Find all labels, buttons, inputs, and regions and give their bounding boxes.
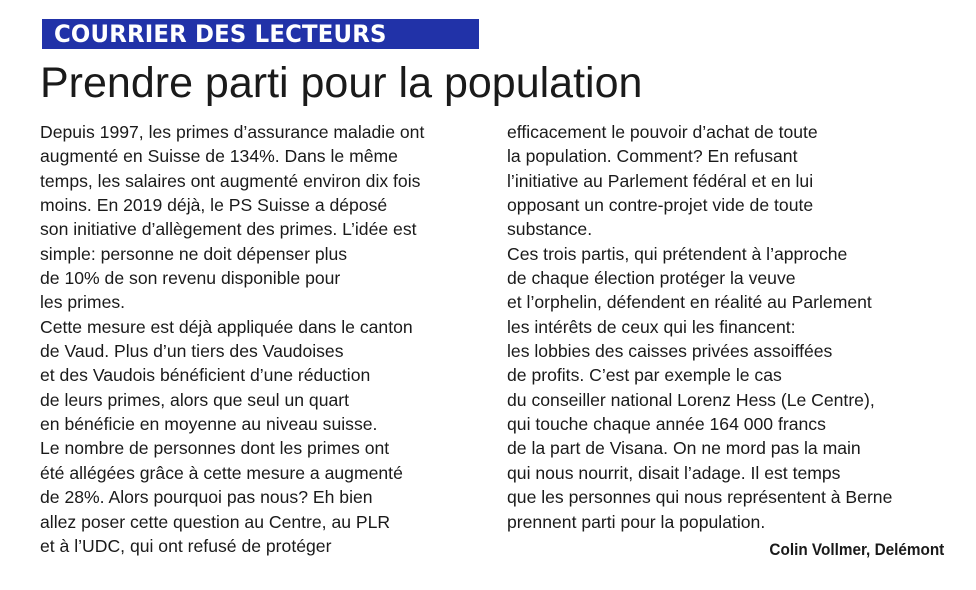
text-line: du conseiller national Lorenz Hess (Le Centre), [507,389,875,410]
article-column-left [40,120,490,558]
text-line: de la part de Visana. On ne mord pas la main [507,438,861,459]
article-headline: Prendre parti pour la population [40,59,643,107]
text-line: que les personnes qui nous représentent à Berne [507,487,893,508]
text-line: Le nombre de personnes dont les primes ont [40,438,390,459]
text-line: de profits. C’est par exemple le cas [507,365,782,386]
text-line: de leurs primes, alors que seul un quart [40,389,350,410]
text-line: qui touche chaque année 164 000 francs [507,414,826,435]
text-line: temps, les salaires ont augmenté environ dix fois [40,170,421,191]
text-line: les lobbies des caisses privées assoiffées [507,341,833,362]
text-line: Cette mesure est déjà appliquée dans le canton [40,316,413,337]
text-line: les primes. [40,292,126,313]
text-line: opposant un contre-projet vide de toute [507,195,814,216]
text-line: efficacement le pouvoir d’achat de toute [507,122,818,142]
article-column-right [507,120,947,534]
text-line: la population. Comment? En refusant [507,146,798,167]
author-signature: Colin Vollmer, Delémont [769,540,944,559]
text-line: Ces trois partis, qui prétendent à l’approche [507,243,848,264]
text-line: de 10% de son revenu disponible pour [40,268,341,289]
text-line: de Vaud. Plus d’un tiers des Vaudoises [40,341,344,362]
text-line: de chaque élection protéger la veuve [507,268,796,289]
text-line: en bénéficie en moyenne au niveau suisse. [40,414,378,435]
text-line: substance. [507,219,593,240]
text-line: simple: personne ne doit dépenser plus [40,243,348,264]
text-line: Depuis 1997, les primes d’assurance maladie ont [40,122,425,142]
text-line: et des Vaudois bénéficient d’une réduction [40,365,371,386]
text-line: qui nous nourrit, disait l’adage. Il est temps [507,462,841,483]
rubric-label: COURRIER DES LECTEURS [54,20,387,48]
section-rubric [42,19,479,49]
text-line: et à l’UDC, qui ont refusé de protéger [40,535,332,556]
text-line: de 28%. Alors pourquoi pas nous? Eh bien [40,487,373,508]
text-line: augmenté en Suisse de 134%. Dans le même [40,146,398,167]
text-line: les intérêts de ceux qui les financent: [507,316,796,337]
text-line: et l’orphelin, défendent en réalité au Parlement [507,292,872,313]
text-line: été allégées grâce à cette mesure a augmenté [40,462,403,483]
text-line: prennent parti pour la population. [507,511,766,532]
text-line: son initiative d’allègement des primes. L’idée est [40,219,417,240]
text-line: moins. En 2019 déjà, le PS Suisse a déposé [40,195,388,216]
text-line: l’initiative au Parlement fédéral et en lui [507,170,814,191]
text-line: allez poser cette question au Centre, au PLR [40,511,391,532]
